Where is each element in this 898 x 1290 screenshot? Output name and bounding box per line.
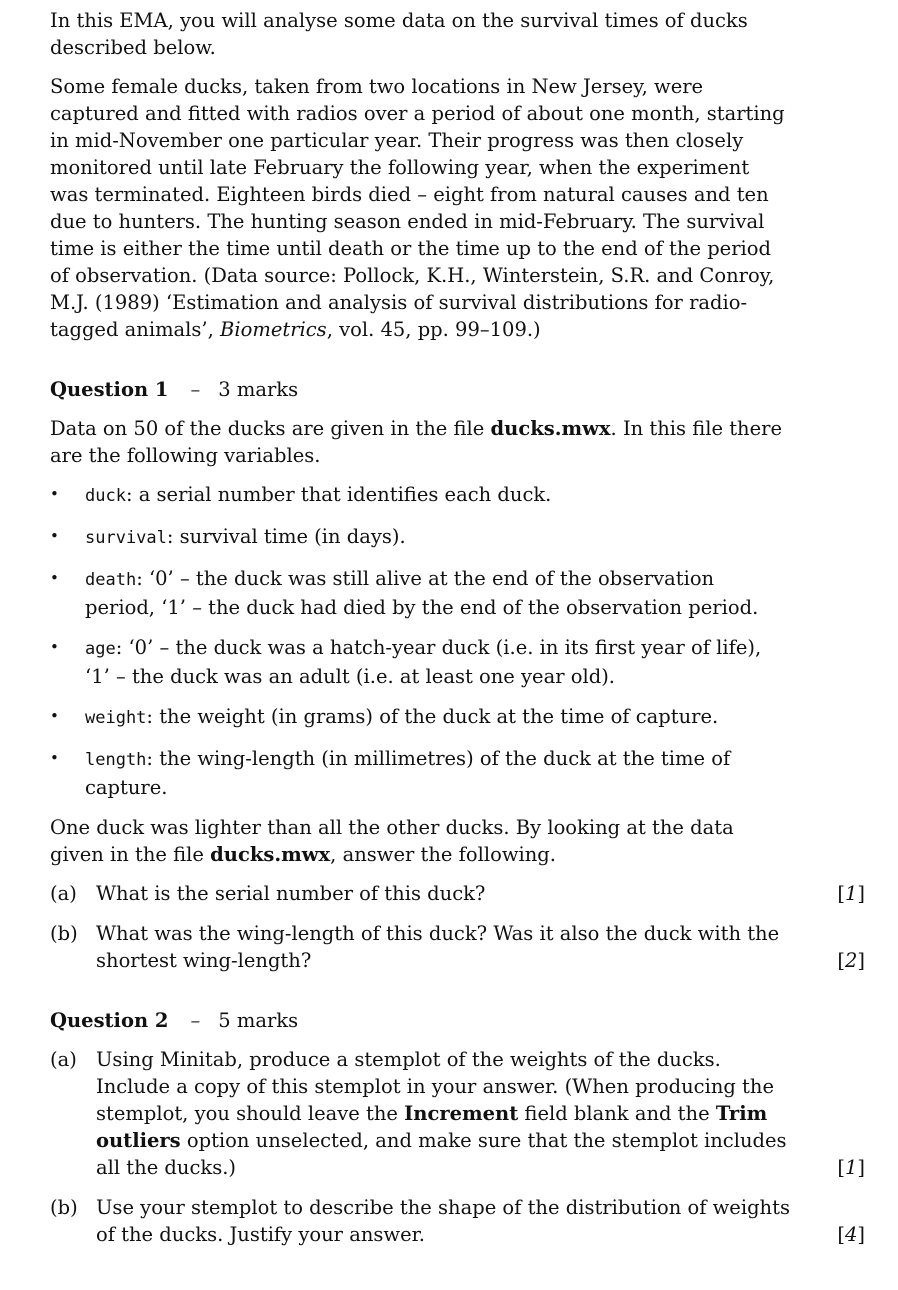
question-2-marks: 5 marks <box>218 1009 299 1032</box>
bracket-open: [ <box>837 1156 845 1179</box>
intro-paragraph-1: In this EMA, you will analyse some data on the survival times of ducks described below. <box>50 9 748 59</box>
mark-value: 4 <box>844 1223 858 1246</box>
part-text: What was the wing-length of this duck? Was it also the duck with the shortest wing-length? <box>96 922 780 972</box>
variable-name: death <box>85 570 137 590</box>
mark-value: 2 <box>844 949 858 972</box>
part-label: (a) <box>50 882 77 905</box>
question-2-part-b <box>50 1194 865 1248</box>
variable-list <box>50 481 790 801</box>
bullet-icon: • <box>50 749 59 767</box>
question-1-part-a <box>50 880 865 907</box>
variable-description: : ‘0’ – the duck was still alive at the end of the observation period, ‘1’ – the duck had died by the end of the observation period. <box>85 567 759 619</box>
mark-value: 1 <box>844 882 858 905</box>
variable-item-survival <box>50 523 790 552</box>
trim-outliers-option-name: Trim outliers <box>96 1102 768 1152</box>
part-text-3: option unselected, and make sure that the stemplot includes all the ducks.) <box>96 1129 787 1179</box>
part-text-2: field blank and the <box>518 1102 716 1125</box>
variable-item-length <box>50 745 790 801</box>
variable-description: : the weight (in grams) of the duck at the time of capture. <box>146 705 719 728</box>
part-mark <box>837 1221 865 1248</box>
intro-section <box>50 7 790 343</box>
variable-name: age <box>85 639 116 659</box>
variable-description: : a serial number that identifies each duck. <box>125 483 552 506</box>
question-1-marks: 3 marks <box>218 378 299 401</box>
intro-paragraph-2 <box>50 73 790 343</box>
followup-text: One duck was lighter than all the other ducks. By looking at the data given in the file <box>50 816 734 866</box>
question-1-heading <box>50 376 865 403</box>
variable-description: : ‘0’ – the duck was a hatch-year duck (i.e. in its first year of life), ‘1’ – the duck was an adult (i.e. at least one year old). <box>85 636 762 688</box>
bracket-open: [ <box>837 1223 845 1246</box>
variable-name: weight <box>85 708 147 728</box>
bullet-icon: • <box>50 485 59 503</box>
variable-name: duck <box>85 486 126 506</box>
data-file-name: ducks.mwx <box>490 417 611 440</box>
bracket-close: ] <box>857 882 865 905</box>
bullet-icon: • <box>50 569 59 587</box>
variable-name: length <box>85 750 147 770</box>
bullet-icon: • <box>50 707 59 725</box>
question-1-intro-tail: . In this file there are the following variables. <box>50 417 783 467</box>
part-mark <box>837 1154 865 1181</box>
question-1-part-b <box>50 920 865 974</box>
part-label: (a) <box>50 1048 77 1071</box>
part-mark <box>837 880 865 907</box>
bracket-open: [ <box>837 882 845 905</box>
part-mark <box>837 947 865 974</box>
question-1-intro <box>50 415 790 469</box>
intro-paragraph-2-tail: , vol. 45, pp. 99–109.) <box>326 318 541 341</box>
question-2-part-a <box>50 1046 865 1181</box>
bullet-icon: • <box>50 638 59 656</box>
variable-item-duck <box>50 481 790 510</box>
part-text-1: Using Minitab, produce a stemplot of the weights of the ducks. Include a copy of this stemplot in your answer. (When producing the stemplot, you should leave the <box>96 1048 774 1125</box>
intro-paragraph-2-text: Some female ducks, taken from two locations in New Jersey, were captured and fitted with radios over a period of about one month, starting in mid-November one particular year. Their progress was then closely monitored until late February the following year, when the experiment was terminated. Eighteen birds died – eight from natural causes and ten due to hunters. The hunting season ended in mid-February. The survival time is either the time until death or the time up to the end of the period of observation. (Data source: Pollock, K.H., Winterstein, S.R. and Conroy, M.J. (1989) ‘Estimation and analysis of survival distributions for radio-tagged animals’, <box>50 75 785 341</box>
bracket-close: ] <box>857 1223 865 1246</box>
question-1-intro-text: Data on 50 of the ducks are given in the file <box>50 417 491 440</box>
variable-item-weight <box>50 703 790 732</box>
part-label: (b) <box>50 922 78 945</box>
part-text <box>96 1046 796 1181</box>
bullet-icon: • <box>50 527 59 545</box>
question-1-title: Question 1 <box>50 378 169 401</box>
followup-tail: , answer the following. <box>330 843 556 866</box>
ema-document <box>50 7 865 1261</box>
part-label: (b) <box>50 1196 78 1219</box>
journal-title: Biometrics <box>220 318 327 341</box>
part-text: Use your stemplot to describe the shape of the distribution of weights of the ducks. Justify your answer. <box>96 1196 790 1246</box>
part-text: What is the serial number of this duck? <box>96 882 486 905</box>
question-1-dash: – <box>190 378 201 401</box>
variable-description: : survival time (in days). <box>166 525 406 548</box>
bracket-close: ] <box>857 949 865 972</box>
bracket-open: [ <box>837 949 845 972</box>
variable-name: survival <box>85 528 167 548</box>
question-2-dash: – <box>190 1009 201 1032</box>
mark-value: 1 <box>844 1156 858 1179</box>
question-2-heading <box>50 1007 865 1034</box>
question-1-followup <box>50 814 790 868</box>
variable-item-age <box>50 634 790 690</box>
question-2-title: Question 2 <box>50 1009 169 1032</box>
bracket-close: ] <box>857 1156 865 1179</box>
increment-field-name: Increment <box>404 1102 519 1125</box>
variable-description: : the wing-length (in millimetres) of the duck at the time of capture. <box>85 747 731 799</box>
variable-item-death <box>50 565 790 621</box>
data-file-name: ducks.mwx <box>210 843 331 866</box>
